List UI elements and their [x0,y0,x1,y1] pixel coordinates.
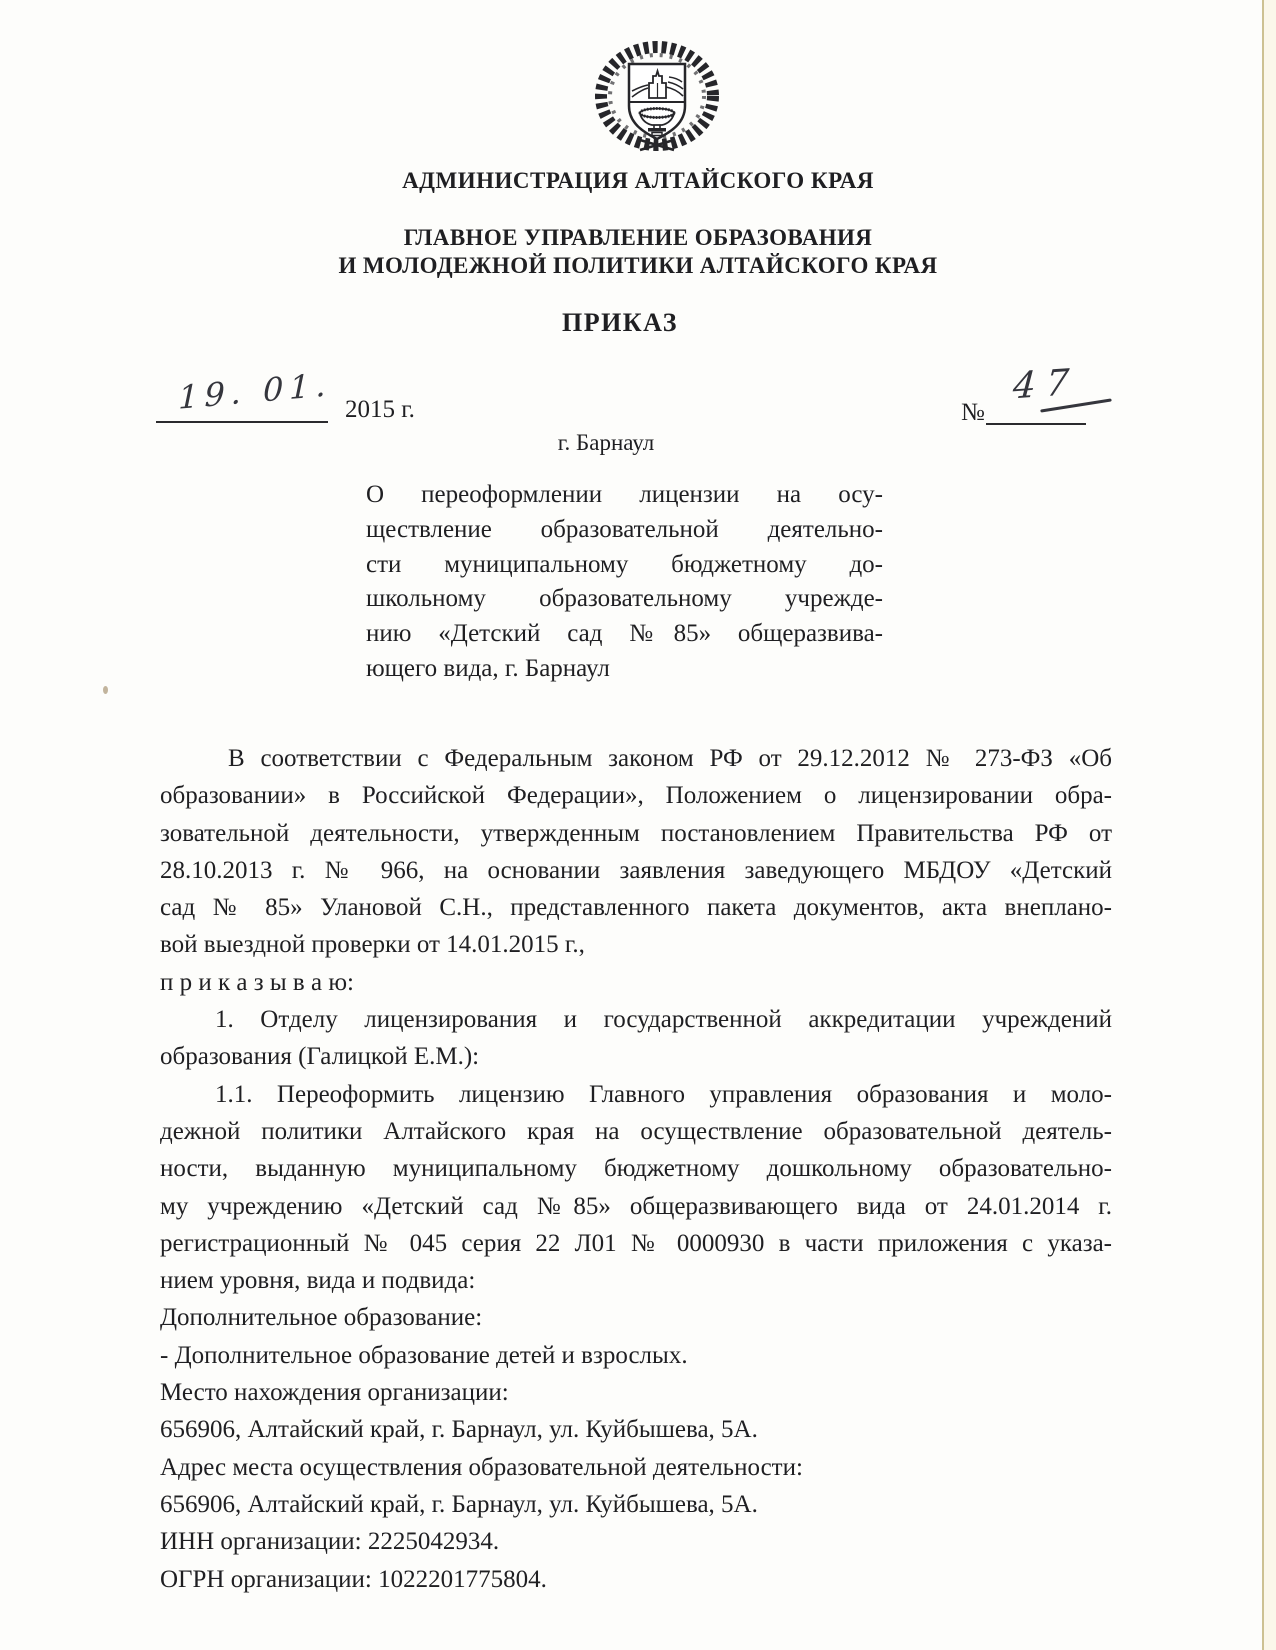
altai-krai-coat-of-arms-icon [572,34,742,161]
body-line: вой выездной проверки от 14.01.2015 г., [160,931,585,959]
body-line: сад № 85» Улановой С.Н., представленного пакета документов, акта внеплано- [160,894,1112,922]
body-line: 28.10.2013 г. № 966, на основании заявления заведующего МБДОУ «Детский [160,856,1112,884]
body-line: - Дополнительное образование детей и взрослых. [160,1341,688,1369]
body-line: ности, выданную муниципальному бюджетному дошкольному образовательно- [160,1155,1112,1183]
subject-line: ющего вида, г. Барнаул [366,654,610,682]
date-underline [156,421,328,423]
subject-line: школьному образовательному учрежде- [366,585,883,613]
body-line: Место нахождения организации: [160,1379,509,1407]
body-line: ОГРН организации: 1022201775804. [160,1565,547,1593]
body-line: нием уровня, вида и подвида: [160,1267,476,1295]
body-line: 1. Отделу лицензирования и государственной аккредитации учреждений [215,1006,1112,1034]
body-line: 656906, Алтайский край, г. Барнаул, ул. Куйбышева, 5А. [160,1490,758,1518]
body-line: 1.1. Переоформить лицензию Главного управления образования и моло- [215,1080,1112,1108]
authority-header: АДМИНИСТРАЦИЯ АЛТАЙСКОГО КРАЯ [402,168,874,193]
document-type-title: ПРИКАЗ [561,308,679,337]
department-line-1: ГЛАВНОЕ УПРАВЛЕНИЕ ОБРАЗОВАНИЯ [403,225,873,250]
body-line: ИНН организации: 2225042934. [160,1528,500,1556]
scan-speck [103,686,108,694]
order-body [160,740,1112,1598]
number-underline [986,423,1086,425]
department-line-2: И МОЛОДЕЖНОЙ ПОЛИТИКИ АЛТАЙСКОГО КРАЯ [338,253,938,278]
place-line: г. Барнаул [557,430,655,455]
body-line: образовании» в Российской Федерации», Положением о лицензировании обра- [160,782,1112,810]
handwritten-order-number: 47 [1011,361,1081,408]
body-line: Адрес места осуществления образовательной деятельности: [160,1453,803,1481]
subject-line: нию «Детский сад №85» общеразвива- [366,620,883,648]
number-sign-label: № [961,399,985,426]
body-line: 656906, Алтайский край, г. Барнаул, ул. Куйбышева, 5А. [160,1416,758,1444]
department-header [0,224,1276,280]
order-subject-paragraph [366,478,883,687]
subject-line: ществление образовательной деятельно- [366,515,883,543]
body-line: В соответствии с Федеральным законом РФ от 29.12.2012 № 273-ФЗ «Об [228,745,1112,772]
body-line: зовательной деятельности, утвержденным постановлением Правительства РФ от [160,819,1112,847]
body-line: дежной политики Алтайского края на осуществление образовательной деятель- [160,1117,1112,1145]
subject-line: сти муниципальному бюджетному до- [366,550,883,578]
body-line: образования (Галицкой Е.М.): [160,1043,480,1071]
body-line: Дополнительное образование: [160,1304,483,1332]
handwritten-date: 19. 01. [177,365,332,417]
body-line: п р и к а з ы в а ю: [160,968,354,996]
date-year-label: 2015 г. [345,396,415,423]
subject-line: О переоформлении лицензии на осу- [366,481,883,508]
body-line: регистрационный № 045 серия 22 Л01 № 0000930 в части приложения с указа- [160,1229,1112,1257]
body-line: му учреждению «Детский сад №85» общеразвивающего вида от 24.01.2014 г. [160,1192,1112,1220]
